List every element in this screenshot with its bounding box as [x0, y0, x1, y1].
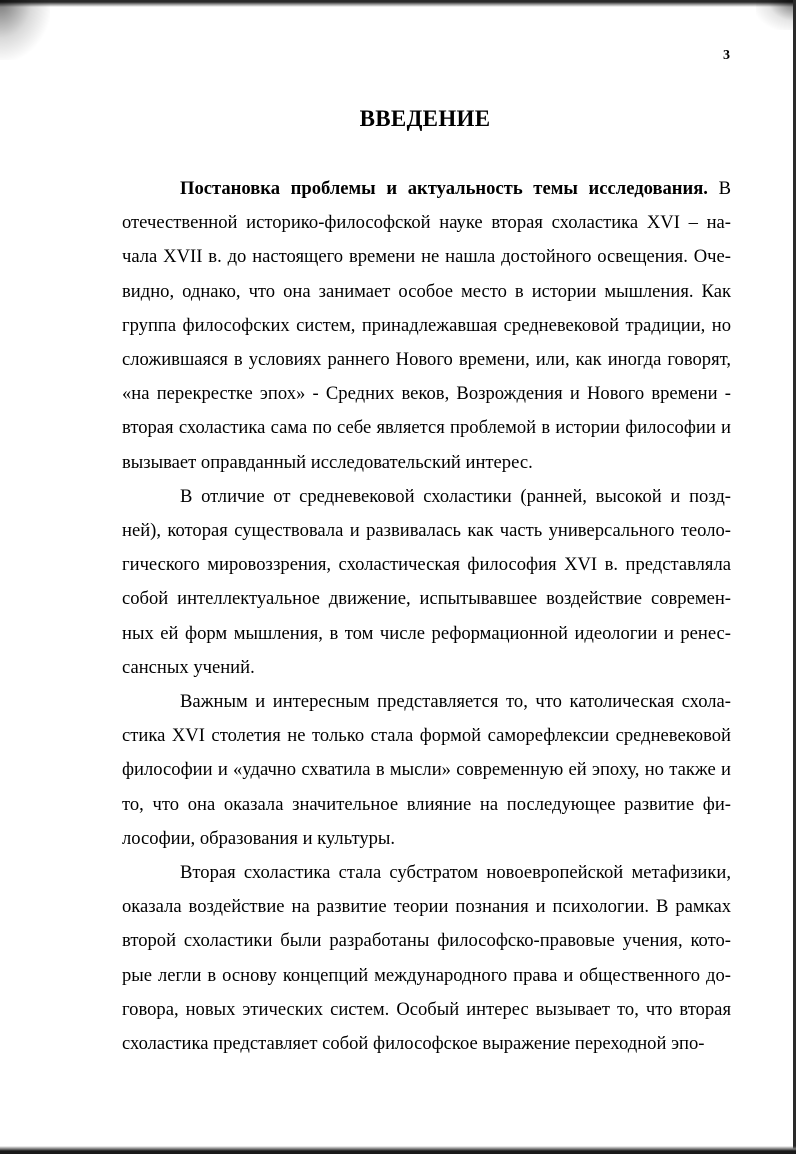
paragraph-4: Вторая схоластика стала субстратом новоевропейской метафизики, оказала воздействие на развитие теории познания и психологии. В рамках второй схоластики были разработаны философско-правовые учения, которые легли в основу концепций международного права и общественного договора, новых этических систем. Особый интерес вызывает то, что вторая схоластика представляет собой философское выражение переходной эпо-: [122, 862, 731, 1055]
body-text: [122, 172, 731, 1061]
scan-border-top: [0, 0, 796, 7]
paragraph-2: В отличие от средневековой схоластики (ранней, высокой и поздней), которая существовала и развивалась как часть универсального теологического мировоззрения, схоластическая философия XVI в. представляла собой интеллектуальное движение, испытывавшее воздействие современных ей форм мышления, в том числе реформационной идеологии и ренессансных учений.: [122, 485, 731, 678]
paragraph-1-text: В отечественной историко-философской науке вторая схоластика XVI – начала XVII в. до настоящего времени не нашла достойного освещения. Очевидно, однако, что она занимает особое место в истории мышления. Как группа философских систем, принадлежавшая средневековой традиции, но сложившаяся в условиях раннего Нового времени, или, как иногда говорят, «на перекрестке эпох» - Средних веков, Возрождения и Нового времени - вторая схоластика сама по себе является проблемой в истории философии и вызывает оправданный исследовательский интерес.: [122, 178, 731, 473]
scan-shadow-top-right: [756, 0, 796, 30]
page-number: 3: [723, 48, 730, 63]
paragraph-heading: Постановка проблемы и актуальность темы исследования.: [180, 178, 708, 199]
page-title: ВВЕДЕНИЕ: [359, 106, 491, 131]
scan-border-bottom: [0, 1146, 796, 1154]
scan-shadow-top-left: [0, 0, 50, 60]
paragraph-1: [122, 172, 731, 480]
paragraph-3: Важным и интересным представляется то, что католическая схоластика XVI столетия не только стала формой саморефлексии средневековой философии и «удачно схватила в мысли» современную ей эпоху, но также и то, что она оказала значительное влияние на последующее развитие философии, образования и культуры.: [122, 691, 731, 849]
